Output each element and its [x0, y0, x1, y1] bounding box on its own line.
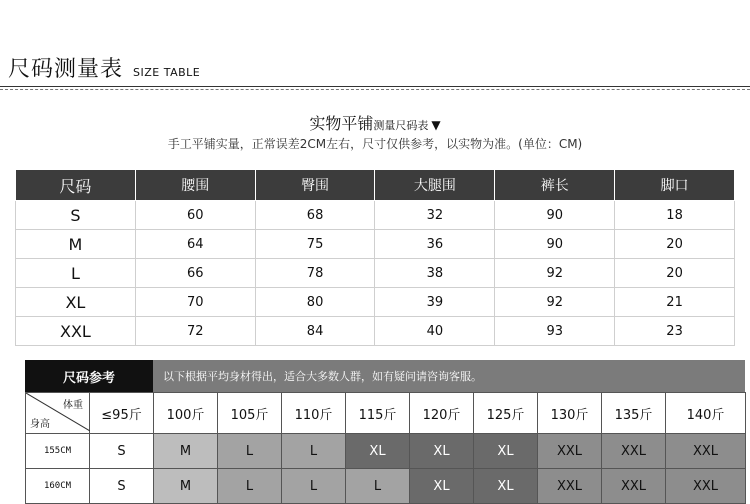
height-label: 160CM [26, 469, 90, 504]
header-hem: 脚口 [615, 170, 735, 201]
size-cell: XL [16, 288, 136, 317]
table-row [16, 259, 735, 288]
size-suggestion-cell: XXL [538, 434, 602, 469]
weight-header: 115斤 [346, 393, 410, 434]
header-divider-dashed [0, 89, 750, 90]
weight-header: 100斤 [154, 393, 218, 434]
value-cell: 20 [615, 230, 735, 259]
size-suggestion-cell: L [282, 469, 346, 504]
value-cell: 90 [495, 230, 615, 259]
size-suggestion-cell: XXL [602, 469, 666, 504]
page-title: 尺码测量表 [8, 57, 124, 82]
reference-description: 以下根据平均身材得出，适合大多数人群，如有疑问请咨询客服。 [153, 360, 745, 392]
size-suggestion-cell: XXL [538, 469, 602, 504]
size-suggestion-cell: XXL [666, 469, 746, 504]
corner-weight-label: 体重 [63, 400, 83, 411]
size-suggestion-cell: M [154, 434, 218, 469]
size-suggestion-cell: XL [474, 469, 538, 504]
section-subtitle [0, 111, 750, 134]
table-row [26, 469, 746, 504]
weight-header-row [26, 393, 746, 434]
size-suggestion-cell: XL [410, 434, 474, 469]
value-cell: 66 [135, 259, 255, 288]
value-cell: 90 [495, 201, 615, 230]
size-table-header-row [16, 170, 735, 201]
size-suggestion-cell: M [154, 469, 218, 504]
page-title-english: SIZE TABLE [133, 66, 201, 79]
value-cell: 80 [255, 288, 375, 317]
size-reference-table [25, 392, 746, 504]
weight-header: 135斤 [602, 393, 666, 434]
size-suggestion-cell: L [282, 434, 346, 469]
corner-height-label: 身高 [30, 419, 50, 430]
header-length: 裤长 [495, 170, 615, 201]
value-cell: 32 [375, 201, 495, 230]
size-reference-section [25, 360, 745, 504]
subtitle-main: 实物平铺 [309, 114, 374, 133]
value-cell: 72 [135, 317, 255, 346]
header-size: 尺码 [16, 170, 136, 201]
corner-cell [26, 393, 90, 434]
table-row [16, 230, 735, 259]
size-table [15, 169, 735, 346]
value-cell: 92 [495, 259, 615, 288]
value-cell: 75 [255, 230, 375, 259]
size-suggestion-cell: XL [410, 469, 474, 504]
header-divider [0, 86, 750, 87]
subtitle-small: 测量尺码表 [373, 119, 429, 132]
measurement-note: 手工平铺实量，正常误差2CM左右，尺寸仅供参考，以实物为准。(单位：CM) [167, 137, 583, 151]
weight-header: 105斤 [218, 393, 282, 434]
page-header [8, 52, 200, 86]
value-cell: 20 [615, 259, 735, 288]
value-cell: 18 [615, 201, 735, 230]
size-suggestion-cell: XXL [666, 434, 746, 469]
size-suggestion-cell: L [346, 469, 410, 504]
value-cell: 40 [375, 317, 495, 346]
value-cell: 60 [135, 201, 255, 230]
size-cell: XXL [16, 317, 136, 346]
size-suggestion-cell: S [90, 469, 154, 504]
size-cell: L [16, 259, 136, 288]
reference-title: 尺码参考 [25, 360, 153, 392]
size-suggestion-cell: L [218, 434, 282, 469]
table-row [26, 434, 746, 469]
table-row [16, 288, 735, 317]
value-cell: 78 [255, 259, 375, 288]
size-suggestion-cell: L [218, 469, 282, 504]
weight-header: 110斤 [282, 393, 346, 434]
header-waist: 腰围 [135, 170, 255, 201]
value-cell: 64 [135, 230, 255, 259]
value-cell: 70 [135, 288, 255, 317]
value-cell: 68 [255, 201, 375, 230]
size-suggestion-cell: XXL [602, 434, 666, 469]
value-cell: 21 [615, 288, 735, 317]
table-row [16, 201, 735, 230]
value-cell: 23 [615, 317, 735, 346]
size-cell: M [16, 230, 136, 259]
table-row [16, 317, 735, 346]
value-cell: 38 [375, 259, 495, 288]
value-cell: 84 [255, 317, 375, 346]
value-cell: 39 [375, 288, 495, 317]
triangle-down-icon: ▼ [431, 118, 441, 132]
weight-header: 120斤 [410, 393, 474, 434]
weight-header: 130斤 [538, 393, 602, 434]
weight-header: 140斤 [666, 393, 746, 434]
size-suggestion-cell: XL [346, 434, 410, 469]
reference-header [25, 360, 745, 392]
value-cell: 93 [495, 317, 615, 346]
value-cell: 36 [375, 230, 495, 259]
weight-header: 125斤 [474, 393, 538, 434]
value-cell: 92 [495, 288, 615, 317]
size-suggestion-cell: XL [474, 434, 538, 469]
header-thigh: 大腿围 [375, 170, 495, 201]
size-suggestion-cell: S [90, 434, 154, 469]
header-hip: 臀围 [255, 170, 375, 201]
size-cell: S [16, 201, 136, 230]
height-label: 155CM [26, 434, 90, 469]
weight-header: ≤95斤 [90, 393, 154, 434]
